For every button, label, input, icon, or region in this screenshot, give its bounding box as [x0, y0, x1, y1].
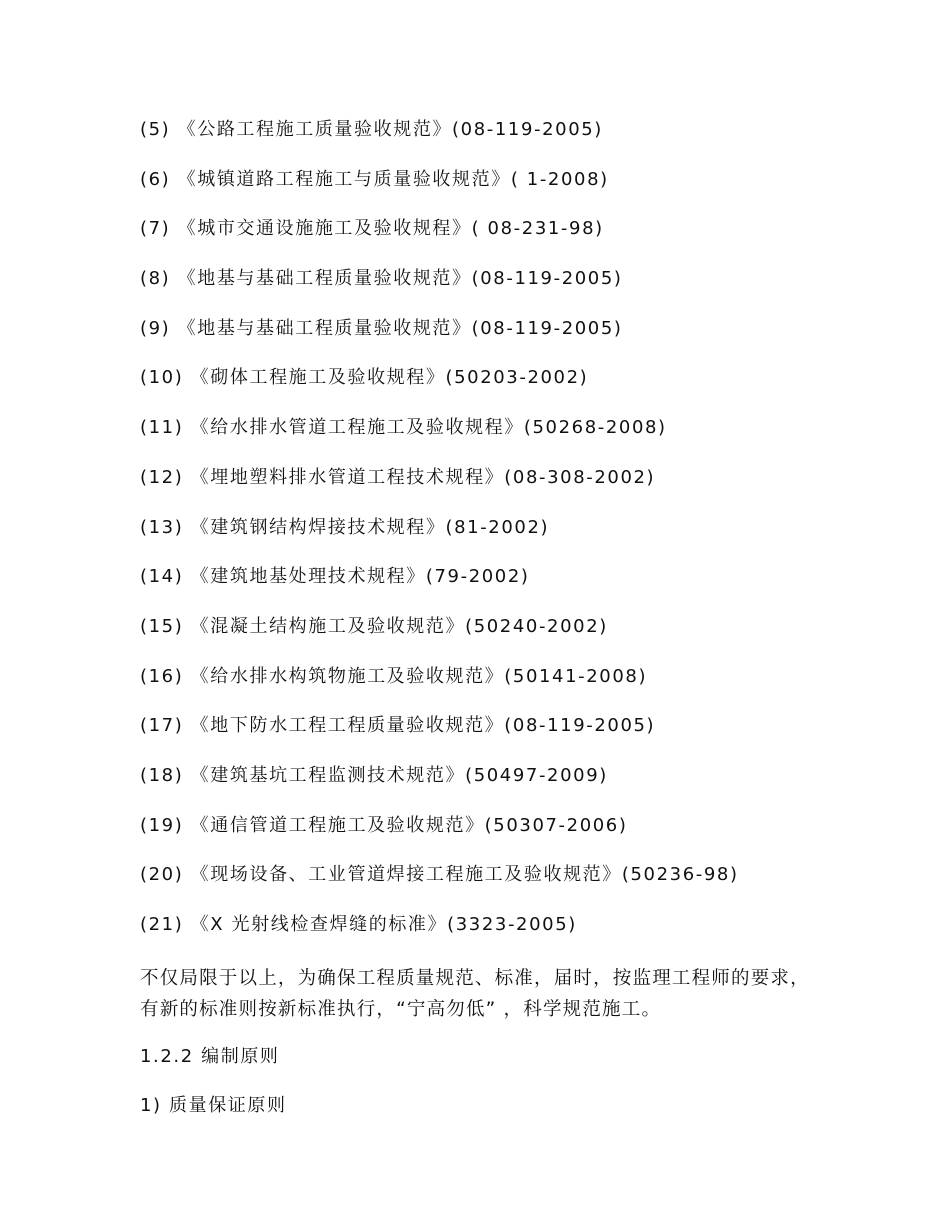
reference-item: (12) 《埋地塑料排水管道工程技术规程》(08-308-2002)	[140, 466, 656, 488]
section-heading: 1.2.2 编制原则	[140, 1045, 280, 1067]
body-paragraph: 不仅局限于以上，为确保工程质量规范、标准，届时，按监理工程师的要求，有新的标准则按新标准执行，“宁高勿低” ，科学规范施工。	[140, 967, 810, 1020]
reference-item: (14) 《建筑地基处理技术规程》(79-2002)	[140, 566, 530, 588]
reference-item: (9) 《地基与基础工程质量验收规范》(08-119-2005)	[140, 317, 623, 339]
reference-item: (18) 《建筑基坑工程监测技术规范》(50497-2009)	[140, 764, 608, 786]
reference-standards-list	[140, 118, 820, 937]
reference-item: (6) 《城镇道路工程施工与质量验收规范》( 1-2008)	[140, 168, 609, 190]
reference-item: (15) 《混凝土结构施工及验收规范》(50240-2002)	[140, 615, 608, 637]
reference-item: (7) 《城市交通设施施工及验收规程》( 08-231-98)	[140, 218, 604, 240]
reference-item: (21) 《X 光射线检查焊缝的标准》(3323-2005)	[140, 914, 577, 935]
reference-item: (5) 《公路工程施工质量验收规范》(08-119-2005)	[140, 119, 603, 140]
reference-item: (10) 《砌体工程施工及验收规程》(50203-2002)	[140, 367, 589, 389]
subsection-heading: 1) 质量保证原则	[140, 1094, 287, 1116]
reference-item: (20) 《现场设备、工业管道焊接工程施工及验收规范》(50236-98)	[140, 864, 739, 886]
document-page	[140, 118, 820, 1143]
reference-item: (8) 《地基与基础工程质量验收规范》(08-119-2005)	[140, 268, 623, 290]
reference-item: (13) 《建筑钢结构焊接技术规程》(81-2002)	[140, 516, 550, 538]
reference-item: (17) 《地下防水工程工程质量验收规范》(08-119-2005)	[140, 715, 656, 737]
reference-item: (19) 《通信管道工程施工及验收规范》(50307-2006)	[140, 814, 628, 836]
reference-item: (16) 《给水排水构筑物施工及验收规范》(50141-2008)	[140, 665, 648, 687]
reference-item: (11) 《给水排水管道工程施工及验收规程》(50268-2008)	[140, 417, 667, 439]
